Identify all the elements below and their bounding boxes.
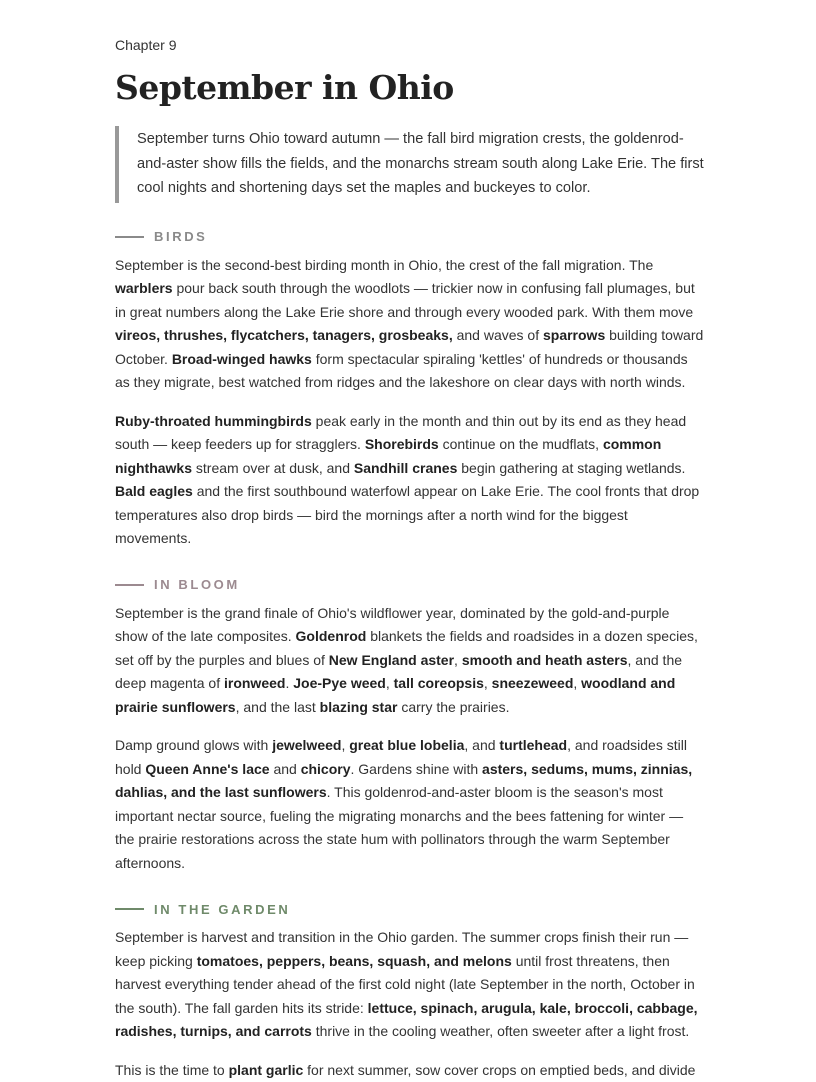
section-heading-label: BIRDS (154, 229, 207, 244)
text-run: . Gardens shine with (351, 761, 483, 777)
text-run: . This goldenrod-and-aster bloom is the season's most important nectar source, fueling the migrating monarchs and the bees fattening for winter — the prairie restorations across the state hum with pollinators through the warm September afternoons. (115, 784, 683, 871)
bold-term: common nighthawks (115, 436, 661, 476)
bold-term: Goldenrod (296, 628, 367, 644)
bold-term: asters, sedums, mums, zinnias, dahlias, and the last sunflowers (115, 761, 692, 801)
section-heading-label: IN BLOOM (154, 577, 240, 592)
text-run: Damp ground glows with (115, 737, 272, 753)
text-run: peak early in the month and thin out by its end as they head south — keep feeders up for stragglers. (115, 413, 686, 453)
text-run: , (341, 737, 349, 753)
text-run: . (285, 675, 293, 691)
text-run: , (573, 675, 581, 691)
bold-term: New England aster (329, 652, 454, 668)
section-rule (115, 236, 144, 238)
text-run: September is the second-best birding month in Ohio, the crest of the fall migration. The (115, 257, 653, 273)
text-run: thrive in the cooling weather, often sweeter after a light frost. (312, 1023, 689, 1039)
text-run: form spectacular spiraling 'kettles' of hundreds or thousands as they migrate, best watched from ridges and the lakeshore on clear days with north winds. (115, 351, 688, 391)
text-run: , (484, 675, 492, 691)
section-heading-label: IN THE GARDEN (154, 902, 290, 917)
bold-term: blazing star (320, 699, 398, 715)
page-title: September in Ohio (115, 68, 705, 108)
garden-paragraph-2 (115, 1059, 705, 1082)
bold-term: jewelweed (272, 737, 341, 753)
bold-term: Ruby-throated hummingbirds (115, 413, 312, 429)
intro-blockquote: September turns Ohio toward autumn — the fall bird migration crests, the goldenrod-and-aster show fills the fields, and the monarchs stream south along Lake Erie. The first cool nights and shortening days set the maples and buckeyes to color. (115, 126, 705, 203)
section-heading-in-bloom (115, 574, 705, 596)
text-run: and the first southbound waterfowl appear on Lake Erie. The cool fronts that drop temperatures also drop birds — bird the mornings after a north wind for the biggest movements. (115, 483, 699, 546)
section-rule (115, 584, 144, 586)
bold-term: lettuce, spinach, arugula, kale, broccoli, cabbage, radishes, turnips, and carrots (115, 1000, 698, 1040)
chapter-content (115, 36, 705, 1082)
text-run: stream over at dusk, and (192, 460, 354, 476)
bold-term: chicory (301, 761, 351, 777)
bold-term: Joe-Pye weed (293, 675, 386, 691)
bloom-paragraph-1 (115, 602, 705, 720)
bold-term: Queen Anne's lace (145, 761, 269, 777)
bold-term: Broad-winged hawks (172, 351, 312, 367)
bold-term: woodland and prairie sunflowers (115, 675, 675, 715)
bold-term: plant garlic (229, 1062, 304, 1078)
text-run: and waves of (453, 327, 543, 343)
text-run: building toward October. (115, 327, 703, 367)
text-run: continue on the mudflats, (439, 436, 603, 452)
text-run: September is the grand finale of Ohio's wildflower year, dominated by the gold-and-purple show of the late composites. (115, 605, 669, 645)
birds-paragraph-1 (115, 254, 705, 395)
text-run: blankets the fields and roadsides in a dozen species, set off by the purples and blues of (115, 628, 698, 668)
bold-term: tomatoes, peppers, beans, squash, and melons (197, 953, 512, 969)
text-run: begin gathering at staging wetlands. (457, 460, 685, 476)
bold-term: great blue lobelia (349, 737, 464, 753)
text-run: until frost threatens, then harvest everything tender ahead of the first cold night (late September in the north, October in the south). The fall garden hits its stride: (115, 953, 695, 1016)
bold-term: Shorebirds (365, 436, 439, 452)
chapter-label: Chapter 9 (115, 36, 705, 54)
bold-term: turtlehead (499, 737, 567, 753)
bold-term: sparrows (543, 327, 605, 343)
text-run: , (386, 675, 394, 691)
bold-term: ironweed (224, 675, 285, 691)
section-heading-birds (115, 226, 705, 248)
bloom-paragraph-2 (115, 734, 705, 875)
text-run: for next summer, sow cover crops on emptied beds, and divide (303, 1062, 695, 1078)
bold-term: tall coreopsis (394, 675, 484, 691)
text-run: September is harvest and transition in the Ohio garden. The summer crops finish their run — keep picking (115, 929, 688, 969)
bold-term: Bald eagles (115, 483, 193, 499)
text-run: and (270, 761, 301, 777)
text-run: This is the time to (115, 1062, 229, 1078)
text-run: , (454, 652, 462, 668)
section-heading-in-the-garden (115, 898, 705, 920)
text-run: , and roadsides still hold (115, 737, 687, 777)
section-rule (115, 908, 144, 910)
bold-term: vireos, thrushes, flycatchers, tanagers, grosbeaks, (115, 327, 453, 343)
bold-term: sneezeweed (492, 675, 574, 691)
text-run: pour back south through the woodlots — trickier now in confusing fall plumages, but in great numbers along the Lake Erie shore and through every wooded park. With them move (115, 280, 695, 320)
text-run: , and the last (236, 699, 320, 715)
text-run: , and (464, 737, 499, 753)
bold-term: warblers (115, 280, 173, 296)
bold-term: smooth and heath asters (462, 652, 628, 668)
text-run: , and the deep magenta of (115, 652, 682, 692)
birds-paragraph-2 (115, 410, 705, 551)
text-run: carry the prairies. (397, 699, 509, 715)
garden-paragraph-1 (115, 926, 705, 1044)
bold-term: Sandhill cranes (354, 460, 457, 476)
